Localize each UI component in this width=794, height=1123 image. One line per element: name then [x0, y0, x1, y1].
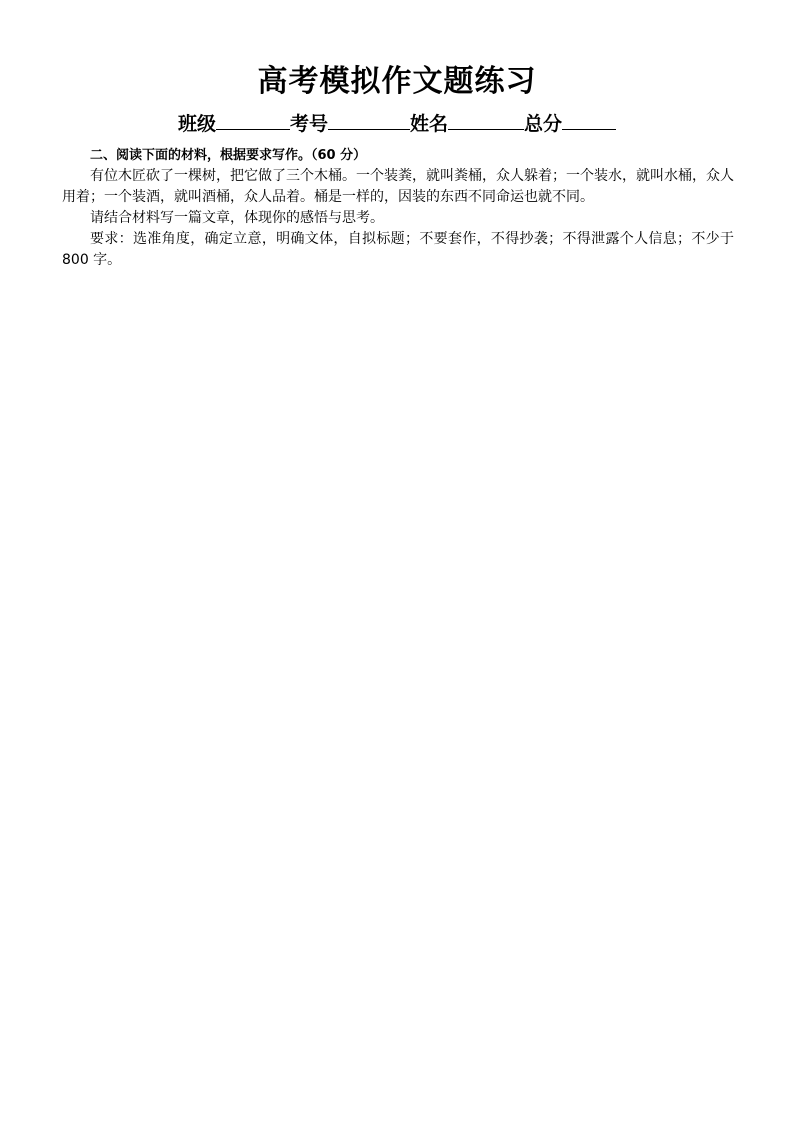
exam-number-label: 考号: [289, 113, 328, 135]
class-blank: [216, 111, 290, 130]
material-paragraph: 有位木匠砍了一棵树，把它做了三个木桶。一个装粪，就叫粪桶，众人躲着；一个装水，就叫水桶，众人用着；一个装酒，就叫酒桶，众人品着。桶是一样的，因装的东西不同命运也就不同。: [62, 168, 734, 205]
instruction-paragraph: 请结合材料写一篇文章，体现你的感悟与思考。: [90, 210, 384, 226]
name-label: 姓名: [410, 113, 449, 135]
page-title: 高考模拟作文题练习: [257, 64, 537, 99]
question-heading: 二、阅读下面的材料，根据要求写作。（60 分）: [90, 148, 367, 163]
class-label: 班级: [177, 113, 216, 135]
exam-number-blank: [328, 111, 410, 130]
score-label: 总分: [524, 113, 563, 135]
question-body: [62, 145, 734, 271]
score-blank: [562, 111, 616, 130]
name-blank: [448, 111, 524, 130]
requirements-paragraph: 要求：选准角度，确定立意，明确文体，自拟标题；不要套作，不得抄袭；不得泄露个人信息；不少于 800 字。: [62, 231, 734, 268]
student-info-line: [0, 111, 794, 137]
